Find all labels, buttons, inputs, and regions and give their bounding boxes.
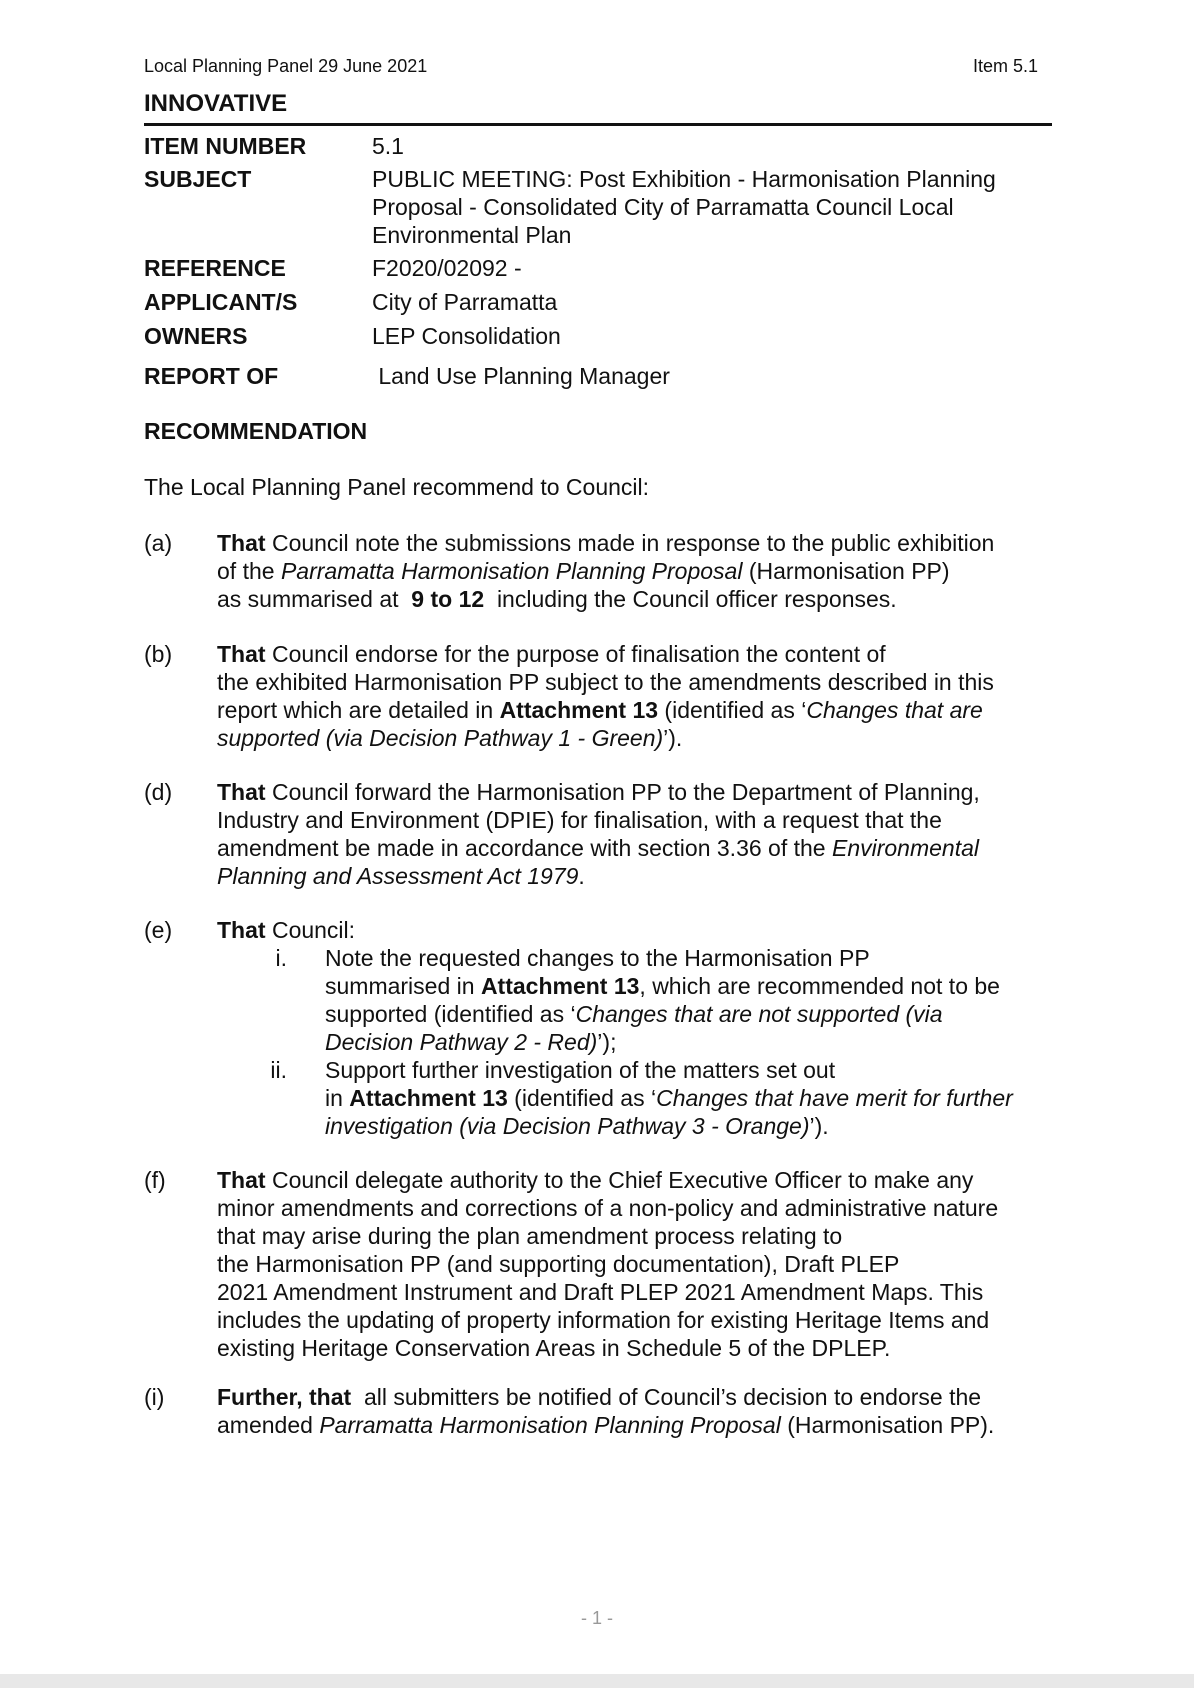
item-marker: (b) bbox=[144, 641, 173, 667]
item-marker: (a) bbox=[144, 530, 173, 556]
meta-label: REFERENCE bbox=[144, 255, 286, 281]
header-item: Item 5.1 bbox=[972, 56, 1038, 76]
category-heading: INNOVATIVE bbox=[144, 90, 288, 117]
meta-value: LEP Consolidation bbox=[372, 323, 561, 349]
meta-label: OWNERS bbox=[144, 323, 248, 349]
meta-label: ITEM NUMBER bbox=[144, 133, 307, 159]
item-text: That Council endorse for the purpose of finalisation the content of the exhibited Harmonisation PP subject to the amendments described in this report which are detailed in Attachment 13 (identified as ‘Changes that are supported (via Decision Pathway 1 - Green)’). bbox=[217, 641, 994, 751]
item-text: That Council note the submissions made in response to the public exhibition of the Parramatta Harmonisation Planning Proposal (Harmonisation PP) as summarised at 9 to 12 including the Council officer responses. bbox=[217, 530, 995, 612]
meta-value: 5.1 bbox=[372, 133, 404, 159]
meta-value: PUBLIC MEETING: Post Exhibition - Harmonisation Planning Proposal - Consolidated City of Parramatta Council Local Environmental Plan bbox=[372, 166, 996, 248]
bottom-edge bbox=[0, 1674, 1194, 1688]
meta-label: REPORT OF bbox=[144, 363, 279, 389]
item-marker: (f) bbox=[144, 1167, 166, 1193]
item-text: That Council: i. Note the requested changes to the Harmonisation PP summarised in Attachment 13, which are recommended not to be supported (identified as ‘Changes that are not supported (via Decision Pathway 2 - Red)’); ii. Support further investigation of the matters set out in Attachment 13 (identified as ‘Changes that have merit for further investigation (via Decision Pathway 3 - Orange)’). bbox=[217, 916, 1057, 1136]
sub-text: Note the requested changes to the Harmonisation PP summarised in Attachment 13, which are recommended not to be supported (identified as ‘Changes that are not supported (via Decision Pathway 2 - Red)’); bbox=[325, 945, 1000, 1055]
item-text: That Council delegate authority to the Chief Executive Officer to make any minor amendments and corrections of a non-policy and administrative nature that may arise during the plan amendment process relating to the Harmonisation PP (and supporting documentation), Draft PLEP 2021 Amendment Instrument and Draft PLEP 2021 Amendment Maps. This includes the updating of property information for existing Heritage Items and existing Heritage Conservation Areas in Schedule 5 of the DPLEP. bbox=[217, 1167, 999, 1361]
header-rule bbox=[144, 123, 1052, 126]
meta-value: F2020/02092 - bbox=[372, 255, 522, 281]
recommendation-heading: RECOMMENDATION bbox=[144, 418, 368, 444]
item-text: That Council forward the Harmonisation PP to the Department of Planning, Industry and Environment (DPIE) for finalisation, with a request that the amendment be made in accordance with section 3.36 of the Environmental Planning and Assessment Act 1979. bbox=[217, 779, 980, 889]
item-marker: (d) bbox=[144, 779, 173, 805]
item-marker: (e) bbox=[144, 917, 173, 943]
item-text: Further, that all submitters be notified of Council’s decision to endorse the amended Parramatta Harmonisation Planning Proposal (Harmonisation PP). bbox=[217, 1384, 995, 1438]
sub-marker: ii. bbox=[270, 1057, 287, 1083]
sub-marker: i. bbox=[275, 945, 287, 971]
sub-text: Support further investigation of the matters set out in Attachment 13 (identified as ‘Changes that have merit for further investigation (via Decision Pathway 3 - Orange)’). bbox=[325, 1057, 1013, 1139]
intro-text: The Local Planning Panel recommend to Council: bbox=[144, 474, 650, 500]
meta-value: City of Parramatta bbox=[372, 289, 558, 315]
page-number: - 1 - bbox=[580, 1608, 613, 1628]
meta-label: APPLICANT/S bbox=[144, 289, 298, 315]
meta-value: Land Use Planning Manager bbox=[372, 363, 670, 389]
item-marker: (i) bbox=[144, 1384, 165, 1410]
header-meeting: Local Planning Panel 29 June 2021 bbox=[144, 56, 428, 76]
meta-label: SUBJECT bbox=[144, 166, 252, 192]
